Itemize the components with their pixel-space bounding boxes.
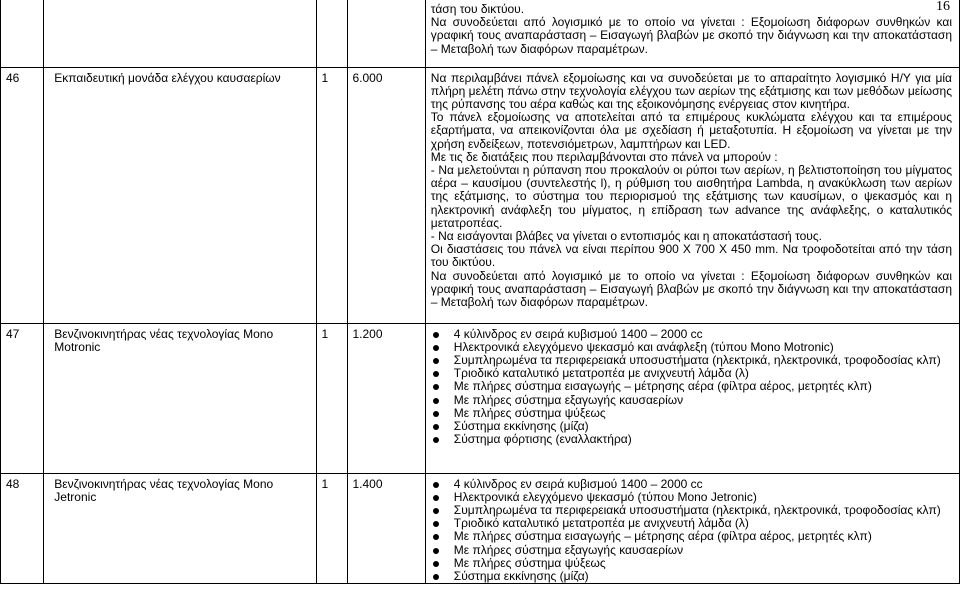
list-item: Συμπληρωμένα τα περιφερειακά υποσυστήματα (ηλεκτρικά, ηλεκτρονικά, τροφοδοσίας κλπ) — [431, 354, 952, 367]
cell-price-empty — [348, 0, 425, 67]
cell-name-empty — [44, 0, 316, 67]
paragraph: - Να εισάγονται βλάβες να γίνεται ο εντοπισμός και η αποκατάστασή τους. — [430, 228, 822, 243]
table-row — [1, 323, 960, 473]
paragraph: Να συνοδεύεται από λογισμικό με το οποίο να γίνεται : Εξομοίωση διάφορων συνθηκών και γραφική τους αναπαράσταση – Εισαγωγή βλαβών με σκοπό την διάγνωση και την αποκατάσταση – Μεταβολή των διαφόρων παραμέτρων. — [430, 15, 952, 56]
list-item: Με πλήρες σύστημα εισαγωγής – μέτρησης αέρα (φίλτρα αέρος, μετρητές κλπ) — [431, 380, 952, 393]
row-price: 1.400 — [348, 473, 425, 584]
row-quantity: 1 — [316, 323, 348, 473]
continuation-description — [425, 0, 959, 67]
list-item: Σύστημα εκκίνησης (μίζα) — [431, 420, 952, 433]
list-item: Με πλήρες σύστημα ψύξεως — [431, 407, 952, 420]
list-item: Με πλήρες σύστημα εξαγωγής καυσαερίων — [431, 394, 952, 407]
row-number: 46 — [1, 67, 44, 323]
list-item: Ηλεκτρονικά ελεγχόμενο ψεκασμό και ανάφλεξη (τύπου Mono Motronic) — [431, 341, 952, 354]
list-item: Με πλήρες σύστημα ψύξεως — [431, 557, 952, 570]
page-number: 16 — [936, 0, 950, 14]
cell-qty-empty — [316, 0, 348, 67]
row-item-name: Βενζινοκινητήρας νέας τεχνολογίας Mono Jetronic — [44, 473, 316, 584]
row-description — [425, 473, 959, 584]
row-item-name: Εκπαιδευτική μονάδα ελέγχου καυσαερίων — [44, 67, 316, 323]
paragraph: τάση του δικτύου. — [430, 2, 525, 16]
list-item: 4 κύλινδρος εν σειρά κυβισμού 1400 – 2000 cc — [431, 328, 952, 341]
paragraph: - Να μελετούνται η ρύπανση που προκαλούν οι ρύποι των αερίων, η βελτιστοποίηση του μίγματος αέρα – καυσίμου (συντελεστής l), η ρύθμιση του αισθητήρα Lambda, η ανακύκλωση των αερίων της εξάτμισης, το σύστημα του περιορισμού της εξάτμισης των καυσίμων, ο ψεκασμός και η ηλεκτρονική ανάφλεξη του μίγματος, η επίδραση των advance της ανάφλεξης, ο καταλυτικός μετατροπέας. — [430, 162, 952, 230]
list-item: Τριοδικό καταλυτικό μετατροπέα με ανιχνευτή λάμδα (λ) — [431, 367, 952, 380]
spec-list — [431, 478, 952, 584]
cell-no-empty — [1, 0, 44, 67]
list-item: Ηλεκτρονικά ελεγχόμενο ψεκασμό (τύπου Mono Jetronic) — [431, 491, 952, 504]
list-item: Με πλήρες σύστημα εισαγωγής – μέτρησης αέρα (φίλτρα αέρος, μετρητές κλπ) — [431, 530, 952, 543]
list-item: Συμπληρωμένα τα περιφερειακά υποσυστήματα (ηλεκτρικά, ηλεκτρονικά, τροφοδοσίας κλπ) — [431, 504, 952, 517]
list-item: Σύστημα φόρτισης (εναλλακτήρα) — [431, 433, 952, 446]
row-quantity: 1 — [316, 473, 348, 584]
paragraph: Να περιλαμβάνει πάνελ εξομοίωσης και να συνοδεύεται με το απαραίτητο λογισμικό Η/Υ για μία πλήρη μελέτη πάνω στην τεχνολογία ελέγχου των αερίων της εξάτμισης και των μεθόδων μείωσης της ρύπανσης του αέρα καθώς και της εξοικονόμησης ενέργειας στον κινητήρα. — [430, 70, 952, 111]
list-item: Σύστημα εκκίνησης (μίζα) — [431, 570, 952, 583]
row-description — [425, 323, 959, 473]
table-row — [1, 473, 960, 584]
list-item: 4 κύλινδρος εν σειρά κυβισμού 1400 – 2000 cc — [431, 478, 952, 491]
list-item: Τριοδικό καταλυτικό μετατροπέα με ανιχνευτή λάμδα (λ) — [431, 517, 952, 530]
row-number: 48 — [1, 473, 44, 584]
paragraph: Οι διαστάσεις του πάνελ να είναι περίπου 900 Χ 700 Χ 450 mm. Να τροφοδοτείται από την τάση του δικτύου. — [430, 242, 952, 270]
spec-list — [431, 328, 952, 447]
paragraph: Το πάνελ εξομοίωσης να αποτελείται από τα επιμέρους κυκλώματα ελέγχου και τα επιμέρους εξαρτήματα, να απεικονίζονται όλα με σχεδίαση ή μεταξοτυπία. Η εξομοίωση να γίνεται με την χρήση ενδείξεων, ποτενσιόμετρων, λαμπτήρων και LED. — [430, 110, 952, 151]
list-item: Με πλήρες σύστημα εξαγωγής καυσαερίων — [431, 544, 952, 557]
row-price: 6.000 — [348, 67, 425, 323]
paragraph: Με τις δε διατάξεις που περιλαμβάνονται στο πάνελ να μπορούν : — [430, 149, 778, 164]
row-description — [425, 67, 959, 323]
row-quantity: 1 — [316, 67, 348, 323]
row-price: 1.200 — [348, 323, 425, 473]
paragraph: Να συνοδεύεται από λογισμικό με το οποίο να γίνεται : Εξομοίωση διάφορων συνθηκών και γραφική τους αναπαράσταση – Εισαγωγή βλαβών με σκοπό την διάγνωση και την αποκατάσταση – Μεταβολή των διαφόρων παραμέτρων. — [430, 268, 952, 309]
continuation-row — [1, 0, 960, 67]
row-number: 47 — [1, 323, 44, 473]
row-item-name: Βενζινοκινητήρας νέας τεχνολογίας Mono Motronic — [44, 323, 316, 473]
table-row — [1, 67, 960, 323]
